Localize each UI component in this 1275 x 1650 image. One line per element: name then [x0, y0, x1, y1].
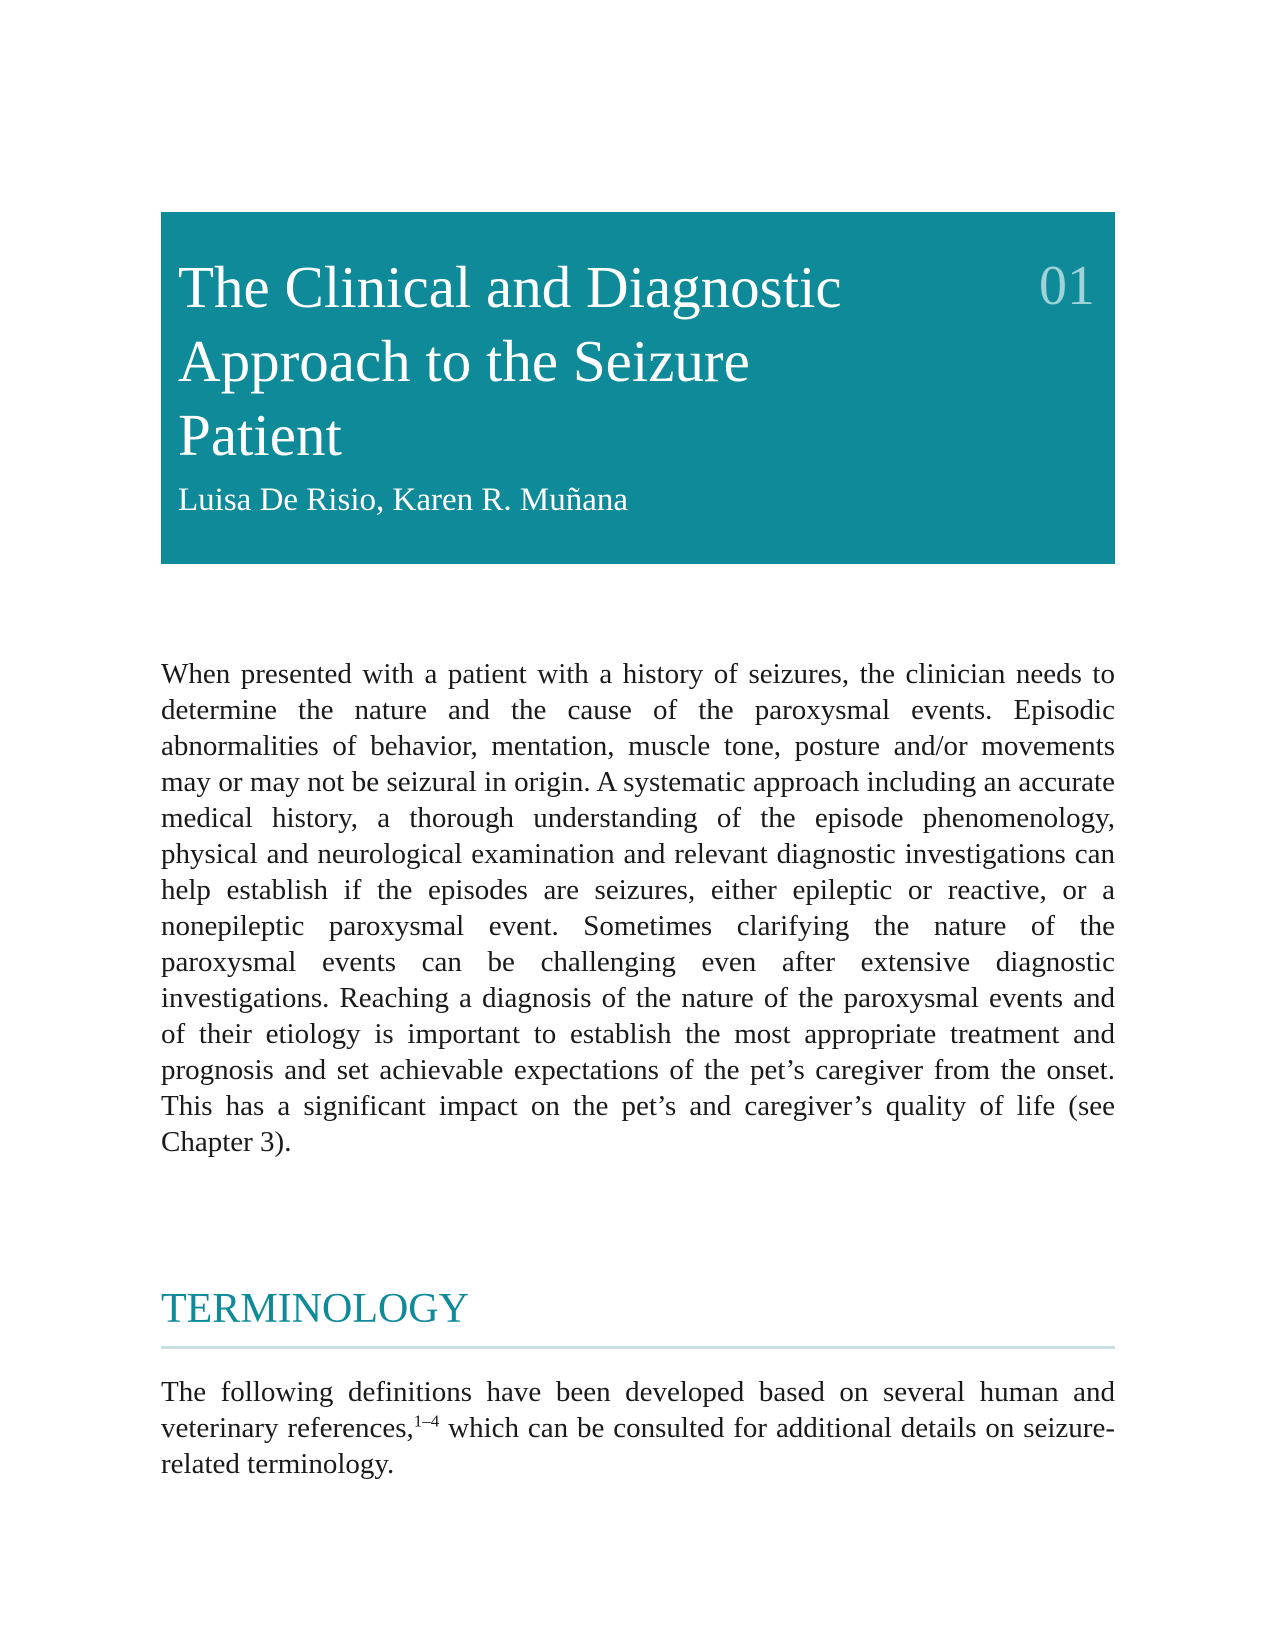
- terminology-text-after: which can be consulted for additional details on seizure-related terminology.: [161, 1412, 1115, 1480]
- chapter-authors: Luisa De Risio, Karen R. Muñana: [178, 482, 628, 518]
- terminology-paragraph: [161, 1374, 1115, 1482]
- intro-paragraph: When presented with a patient with a history of seizures, the clinician needs to determine the nature and the cause of the paroxysmal events. Episodic abnormalities of behavior, mentation, muscle tone, posture and/or movements may or may not be seizural in origin. A systematic approach including an accurate medical history, a thorough understanding of the episode phenomenology, physical and neurological examination and relevant diagnostic investigations can help establish if the episodes are seizures, either epileptic or reactive, or a nonepileptic paroxysmal event. Sometimes clarifying the nature of the paroxysmal events can be challenging even after extensive diagnostic investigations. Reaching a diagnosis of the nature of the paroxysmal events and of their etiology is important to establish the most appropriate treatment and prognosis and set achievable expectations of the pet’s caregiver from the onset. This has a significant impact on the pet’s and caregiver’s quality of life (see Chapter 3).: [161, 658, 1115, 1158]
- citation-reference: 1–4: [413, 1411, 440, 1431]
- chapter-banner: [161, 212, 1115, 564]
- section-divider: [161, 1346, 1115, 1349]
- chapter-title: The Clinical and Diagnostic Approach to the Seizure Patient: [178, 254, 842, 468]
- section-heading-terminology: TERMINOLOGY: [161, 1286, 469, 1332]
- terminology-text-before: The following definitions have been developed based on several human and veterinary references,: [161, 1376, 1115, 1444]
- chapter-number: 01: [1039, 255, 1095, 317]
